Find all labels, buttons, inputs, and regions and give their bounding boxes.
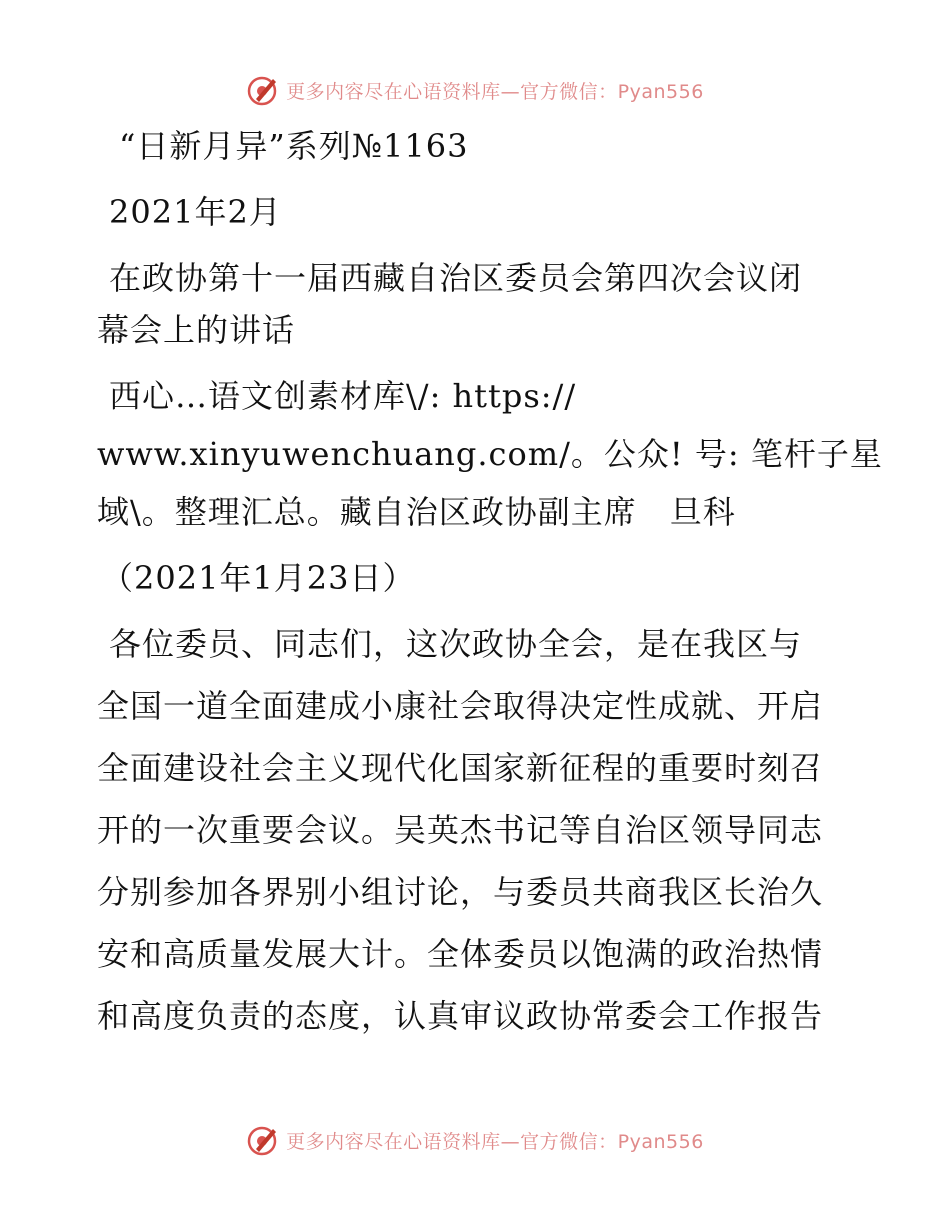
body-line-1: 各位委员、同志们，这次政协全会，是在我区与 [109,625,803,663]
body-line-5: 分别参加各界别小组讨论，与委员共商我区长治久 [97,873,824,911]
title-line-2: 幕会上的讲话 [97,311,296,349]
body-line-4: 开的一次重要会议。吴英杰书记等自治区领导同志 [97,811,824,849]
watermark-banner-bottom [0,1120,950,1160]
pen-logo-icon [246,1123,280,1157]
document-date: 2021年2月 [109,193,282,231]
document-body [97,120,883,1042]
source-line-3: 域\。整理汇总。藏自治区政协副主席 旦科 [97,493,736,531]
body-line-7: 和高度负责的态度，认真审议政协常委会工作报告 [97,997,824,1035]
body-line-3: 全面建设社会主义现代化国家新征程的重要时刻召 [97,749,824,787]
source-line-2: www.xinyuwenchuang.com/。公众! 号: 笔杆子星 [97,435,883,473]
speech-date: （2021年1月23日） [101,559,416,597]
pen-logo-icon [246,73,280,107]
watermark-text: 更多内容尽在心语资料库—官方微信：Pyan556 [286,1130,704,1153]
watermark-banner-top [0,70,950,110]
series-label: “日新月异”系列№1163 [119,127,469,165]
body-line-2: 全国一道全面建成小康社会取得决定性成就、开启 [97,687,824,725]
title-line-1: 在政协第十一届西藏自治区委员会第四次会议闭 [109,259,803,297]
watermark-text: 更多内容尽在心语资料库—官方微信：Pyan556 [286,80,704,103]
body-line-6: 安和高质量发展大计。全体委员以饱满的政治热情 [97,935,824,973]
source-line-1: 西心…语文创素材库\/: https:// [109,377,577,415]
